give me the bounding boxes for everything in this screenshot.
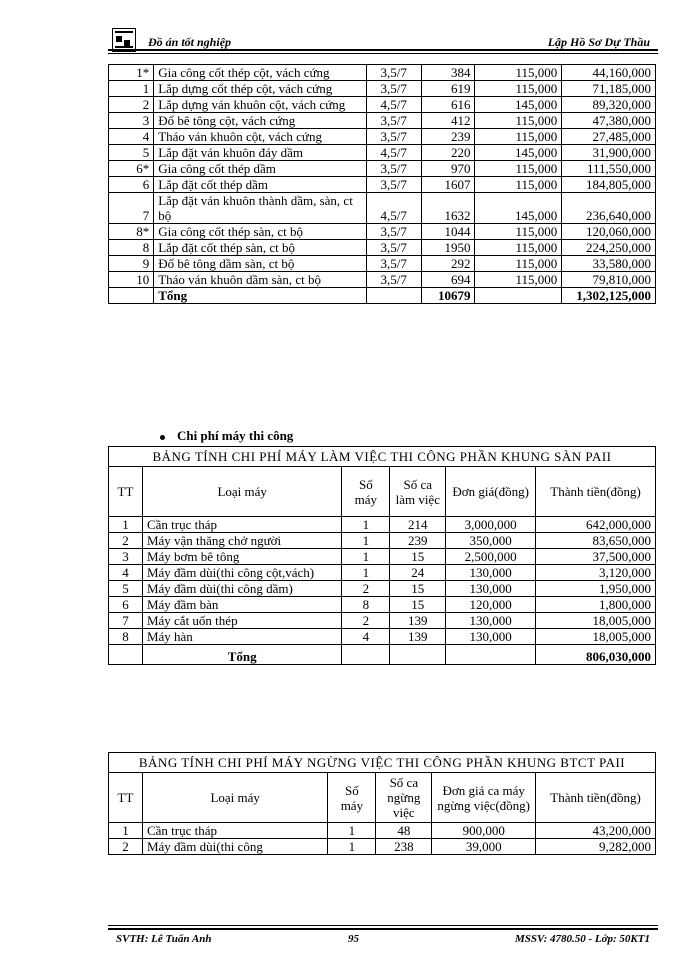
table-row bbox=[109, 193, 656, 224]
machine-name: Máy đầm dùi(thi công cột,vách) bbox=[142, 565, 341, 581]
norm-value: 3,5/7 bbox=[366, 272, 421, 288]
table-row bbox=[109, 224, 656, 240]
col-header: Thành tiền(đồng) bbox=[536, 773, 656, 823]
labor-cost-table bbox=[108, 64, 656, 304]
machine-name: Máy hàn bbox=[142, 629, 341, 645]
machine-idle-cost-table bbox=[108, 752, 656, 855]
row-number: 8* bbox=[109, 224, 154, 240]
row-number: 3 bbox=[109, 549, 143, 565]
table-row bbox=[109, 65, 656, 81]
norm-value: 3,5/7 bbox=[366, 161, 421, 177]
table-row bbox=[109, 113, 656, 129]
row-total: 236,640,000 bbox=[562, 193, 656, 224]
table-row bbox=[109, 81, 656, 97]
table-row bbox=[109, 177, 656, 193]
machine-name: Máy đầm dùi(thi công dầm) bbox=[142, 581, 341, 597]
table-cell bbox=[366, 288, 421, 304]
row-total: 89,320,000 bbox=[562, 97, 656, 113]
shift-count: 15 bbox=[390, 581, 446, 597]
page-number: 95 bbox=[348, 933, 359, 945]
col-header: Số ca ngừng việc bbox=[376, 773, 432, 823]
unit-price: 115,000 bbox=[475, 113, 562, 129]
footer-student-id: MSSV: 4780.50 - Lớp: 50KT1 bbox=[515, 933, 650, 945]
task-name: Lắp dựng ván khuôn cột, vách cứng bbox=[154, 97, 366, 113]
machine-name: Máy đầm dùi(thi công bbox=[142, 839, 327, 855]
task-name: Tháo ván khuôn dầm sàn, ct bộ bbox=[154, 272, 366, 288]
row-number: 8 bbox=[109, 240, 154, 256]
total-row bbox=[109, 288, 656, 304]
quantity-value: 1607 bbox=[421, 177, 475, 193]
unit-price: 130,000 bbox=[446, 613, 536, 629]
norm-value: 3,5/7 bbox=[366, 240, 421, 256]
row-total: 3,120,000 bbox=[536, 565, 656, 581]
machine-count: 1 bbox=[342, 517, 390, 533]
machine-count: 8 bbox=[342, 597, 390, 613]
table-row bbox=[109, 145, 656, 161]
row-number: 6* bbox=[109, 161, 154, 177]
quantity-value: 970 bbox=[421, 161, 475, 177]
quantity-value: 1044 bbox=[421, 224, 475, 240]
row-number: 8 bbox=[109, 629, 143, 645]
footer-rule-thin bbox=[108, 925, 658, 926]
shift-count: 239 bbox=[390, 533, 446, 549]
unit-price: 115,000 bbox=[475, 240, 562, 256]
task-name: Đổ bê tông dầm sàn, ct bộ bbox=[154, 256, 366, 272]
row-total: 31,900,000 bbox=[562, 145, 656, 161]
col-header: TT bbox=[109, 467, 143, 517]
table-row bbox=[109, 129, 656, 145]
machine-count: 1 bbox=[328, 823, 376, 839]
quantity-value: 616 bbox=[421, 97, 475, 113]
unit-price: 130,000 bbox=[446, 629, 536, 645]
table-row bbox=[109, 613, 656, 629]
norm-value: 3,5/7 bbox=[366, 129, 421, 145]
col-header: TT bbox=[109, 773, 143, 823]
row-total: 184,805,000 bbox=[562, 177, 656, 193]
norm-value: 4,5/7 bbox=[366, 193, 421, 224]
row-total: 71,185,000 bbox=[562, 81, 656, 97]
table-row bbox=[109, 256, 656, 272]
col-header: Loại máy bbox=[142, 773, 327, 823]
bullet-icon bbox=[160, 435, 165, 440]
norm-value: 3,5/7 bbox=[366, 81, 421, 97]
unit-price: 900,000 bbox=[432, 823, 536, 839]
table-row bbox=[109, 823, 656, 839]
shift-count: 139 bbox=[390, 629, 446, 645]
row-number: 2 bbox=[109, 839, 143, 855]
row-number: 2 bbox=[109, 533, 143, 549]
footer-rule bbox=[108, 928, 658, 930]
table-row bbox=[109, 533, 656, 549]
col-header: Số ca làm việc bbox=[390, 467, 446, 517]
norm-value: 3,5/7 bbox=[366, 224, 421, 240]
row-total: 224,250,000 bbox=[562, 240, 656, 256]
row-total: 43,200,000 bbox=[536, 823, 656, 839]
col-header: Thành tiền(đồng) bbox=[536, 467, 656, 517]
shift-count: 24 bbox=[390, 565, 446, 581]
unit-price: 115,000 bbox=[475, 129, 562, 145]
task-name: Lắp dựng cốt thép cột, vách cứng bbox=[154, 81, 366, 97]
section-heading-text: Chi phí máy thi công bbox=[177, 428, 294, 443]
task-name: Gia công cốt thép dầm bbox=[154, 161, 366, 177]
unit-price: 145,000 bbox=[475, 145, 562, 161]
col-header: Loại máy bbox=[142, 467, 341, 517]
row-number: 3 bbox=[109, 113, 154, 129]
row-number: 4 bbox=[109, 129, 154, 145]
unit-price: 115,000 bbox=[475, 256, 562, 272]
unit-price: 130,000 bbox=[446, 581, 536, 597]
row-total: 33,580,000 bbox=[562, 256, 656, 272]
total-label: Tổng bbox=[142, 645, 341, 665]
page-footer bbox=[108, 925, 658, 947]
task-name: Lắp đặt cốt thép sàn, ct bộ bbox=[154, 240, 366, 256]
total-quantity: 10679 bbox=[421, 288, 475, 304]
task-name: Gia công cốt thép cột, vách cứng bbox=[154, 65, 366, 81]
row-total: 642,000,000 bbox=[536, 517, 656, 533]
table-row bbox=[109, 597, 656, 613]
machine-work-cost-table bbox=[108, 446, 656, 665]
machine-name: Máy đầm bàn bbox=[142, 597, 341, 613]
row-total: 111,550,000 bbox=[562, 161, 656, 177]
row-total: 9,282,000 bbox=[536, 839, 656, 855]
shift-count: 15 bbox=[390, 597, 446, 613]
quantity-value: 292 bbox=[421, 256, 475, 272]
row-number: 1* bbox=[109, 65, 154, 81]
task-name: Gia công cốt thép sàn, ct bộ bbox=[154, 224, 366, 240]
table-cell bbox=[475, 288, 562, 304]
task-name: Tháo ván khuôn cột, vách cứng bbox=[154, 129, 366, 145]
table-title: BẢNG TÍNH CHI PHÍ MÁY NGỪNG VIỆC THI CÔNG PHẦN KHUNG BTCT PAII bbox=[109, 753, 656, 773]
machine-name: Cần trục tháp bbox=[142, 823, 327, 839]
row-number: 2 bbox=[109, 97, 154, 113]
quantity-value: 220 bbox=[421, 145, 475, 161]
row-number: 1 bbox=[109, 517, 143, 533]
norm-value: 3,5/7 bbox=[366, 65, 421, 81]
header-title-right: Lập Hồ Sơ Dự Thầu bbox=[547, 35, 650, 49]
unit-price: 115,000 bbox=[475, 81, 562, 97]
header-rule-thin bbox=[108, 53, 658, 54]
unit-price: 2,500,000 bbox=[446, 549, 536, 565]
quantity-value: 619 bbox=[421, 81, 475, 97]
total-label: Tổng bbox=[154, 288, 366, 304]
row-total: 27,485,000 bbox=[562, 129, 656, 145]
section-heading bbox=[160, 428, 293, 444]
unit-price: 350,000 bbox=[446, 533, 536, 549]
norm-value: 3,5/7 bbox=[366, 177, 421, 193]
table-cell bbox=[109, 288, 154, 304]
table-row bbox=[109, 565, 656, 581]
quantity-value: 1632 bbox=[421, 193, 475, 224]
table-row bbox=[109, 581, 656, 597]
row-total: 79,810,000 bbox=[562, 272, 656, 288]
machine-count: 4 bbox=[342, 629, 390, 645]
row-number: 6 bbox=[109, 597, 143, 613]
shift-count: 15 bbox=[390, 549, 446, 565]
table-row bbox=[109, 549, 656, 565]
norm-value: 3,5/7 bbox=[366, 256, 421, 272]
quantity-value: 1950 bbox=[421, 240, 475, 256]
col-header: Đơn giá(đồng) bbox=[446, 467, 536, 517]
table-title: BẢNG TÍNH CHI PHÍ MÁY LÀM VIỆC THI CÔNG PHẦN KHUNG SÀN PAII bbox=[109, 447, 656, 467]
row-total: 37,500,000 bbox=[536, 549, 656, 565]
machine-name: Cần trục tháp bbox=[142, 517, 341, 533]
shift-count: 48 bbox=[376, 823, 432, 839]
col-header: Số máy bbox=[342, 467, 390, 517]
table-row bbox=[109, 97, 656, 113]
row-number: 5 bbox=[109, 581, 143, 597]
shift-count: 214 bbox=[390, 517, 446, 533]
unit-price: 120,000 bbox=[446, 597, 536, 613]
row-number: 1 bbox=[109, 81, 154, 97]
row-total: 44,160,000 bbox=[562, 65, 656, 81]
row-number: 4 bbox=[109, 565, 143, 581]
header-rule bbox=[108, 49, 658, 51]
total-value: 1,302,125,000 bbox=[562, 288, 656, 304]
total-value: 806,030,000 bbox=[536, 645, 656, 665]
row-number: 10 bbox=[109, 272, 154, 288]
unit-price: 115,000 bbox=[475, 65, 562, 81]
row-total: 18,005,000 bbox=[536, 629, 656, 645]
unit-price: 39,000 bbox=[432, 839, 536, 855]
quantity-value: 384 bbox=[421, 65, 475, 81]
table-row bbox=[109, 240, 656, 256]
row-total: 1,950,000 bbox=[536, 581, 656, 597]
table-row bbox=[109, 272, 656, 288]
row-number: 5 bbox=[109, 145, 154, 161]
norm-value: 3,5/7 bbox=[366, 113, 421, 129]
unit-price: 115,000 bbox=[475, 177, 562, 193]
unit-price: 130,000 bbox=[446, 565, 536, 581]
quantity-value: 239 bbox=[421, 129, 475, 145]
task-name: Đổ bê tông cột, vách cứng bbox=[154, 113, 366, 129]
shift-count: 238 bbox=[376, 839, 432, 855]
unit-price: 3,000,000 bbox=[446, 517, 536, 533]
machine-count: 1 bbox=[342, 549, 390, 565]
quantity-value: 694 bbox=[421, 272, 475, 288]
machine-count: 2 bbox=[342, 581, 390, 597]
machine-count: 1 bbox=[342, 565, 390, 581]
machine-name: Máy vận thăng chở người bbox=[142, 533, 341, 549]
page-header bbox=[108, 28, 658, 54]
row-total: 18,005,000 bbox=[536, 613, 656, 629]
row-number: 6 bbox=[109, 177, 154, 193]
unit-price: 145,000 bbox=[475, 97, 562, 113]
row-number: 7 bbox=[109, 613, 143, 629]
row-total: 120,060,000 bbox=[562, 224, 656, 240]
table-row bbox=[109, 629, 656, 645]
machine-count: 1 bbox=[342, 533, 390, 549]
unit-price: 115,000 bbox=[475, 161, 562, 177]
task-name: Lắp đặt ván khuôn thành dầm, sàn, ct bộ bbox=[154, 193, 366, 224]
quantity-value: 412 bbox=[421, 113, 475, 129]
norm-value: 4,5/7 bbox=[366, 145, 421, 161]
task-name: Lắp đặt cốt thép dầm bbox=[154, 177, 366, 193]
row-number: 1 bbox=[109, 823, 143, 839]
col-header: Số máy bbox=[328, 773, 376, 823]
shift-count: 139 bbox=[390, 613, 446, 629]
table-row bbox=[109, 161, 656, 177]
unit-price: 115,000 bbox=[475, 224, 562, 240]
unit-price: 145,000 bbox=[475, 193, 562, 224]
machine-name: Máy bơm bê tông bbox=[142, 549, 341, 565]
table-row bbox=[109, 839, 656, 855]
unit-price: 115,000 bbox=[475, 272, 562, 288]
row-number: 7 bbox=[109, 193, 154, 224]
header-title-left: Đồ án tốt nghiệp bbox=[148, 35, 232, 49]
norm-value: 4,5/7 bbox=[366, 97, 421, 113]
machine-count: 1 bbox=[328, 839, 376, 855]
table-row bbox=[109, 517, 656, 533]
task-name: Lắp đặt ván khuôn đáy dầm bbox=[154, 145, 366, 161]
row-total: 83,650,000 bbox=[536, 533, 656, 549]
machine-count: 2 bbox=[342, 613, 390, 629]
footer-student: SVTH: Lê Tuấn Anh bbox=[116, 933, 212, 945]
row-number: 9 bbox=[109, 256, 154, 272]
machine-name: Máy cắt uốn thép bbox=[142, 613, 341, 629]
row-total: 1,800,000 bbox=[536, 597, 656, 613]
col-header: Đơn giá ca máy ngừng việc(đồng) bbox=[432, 773, 536, 823]
row-total: 47,380,000 bbox=[562, 113, 656, 129]
